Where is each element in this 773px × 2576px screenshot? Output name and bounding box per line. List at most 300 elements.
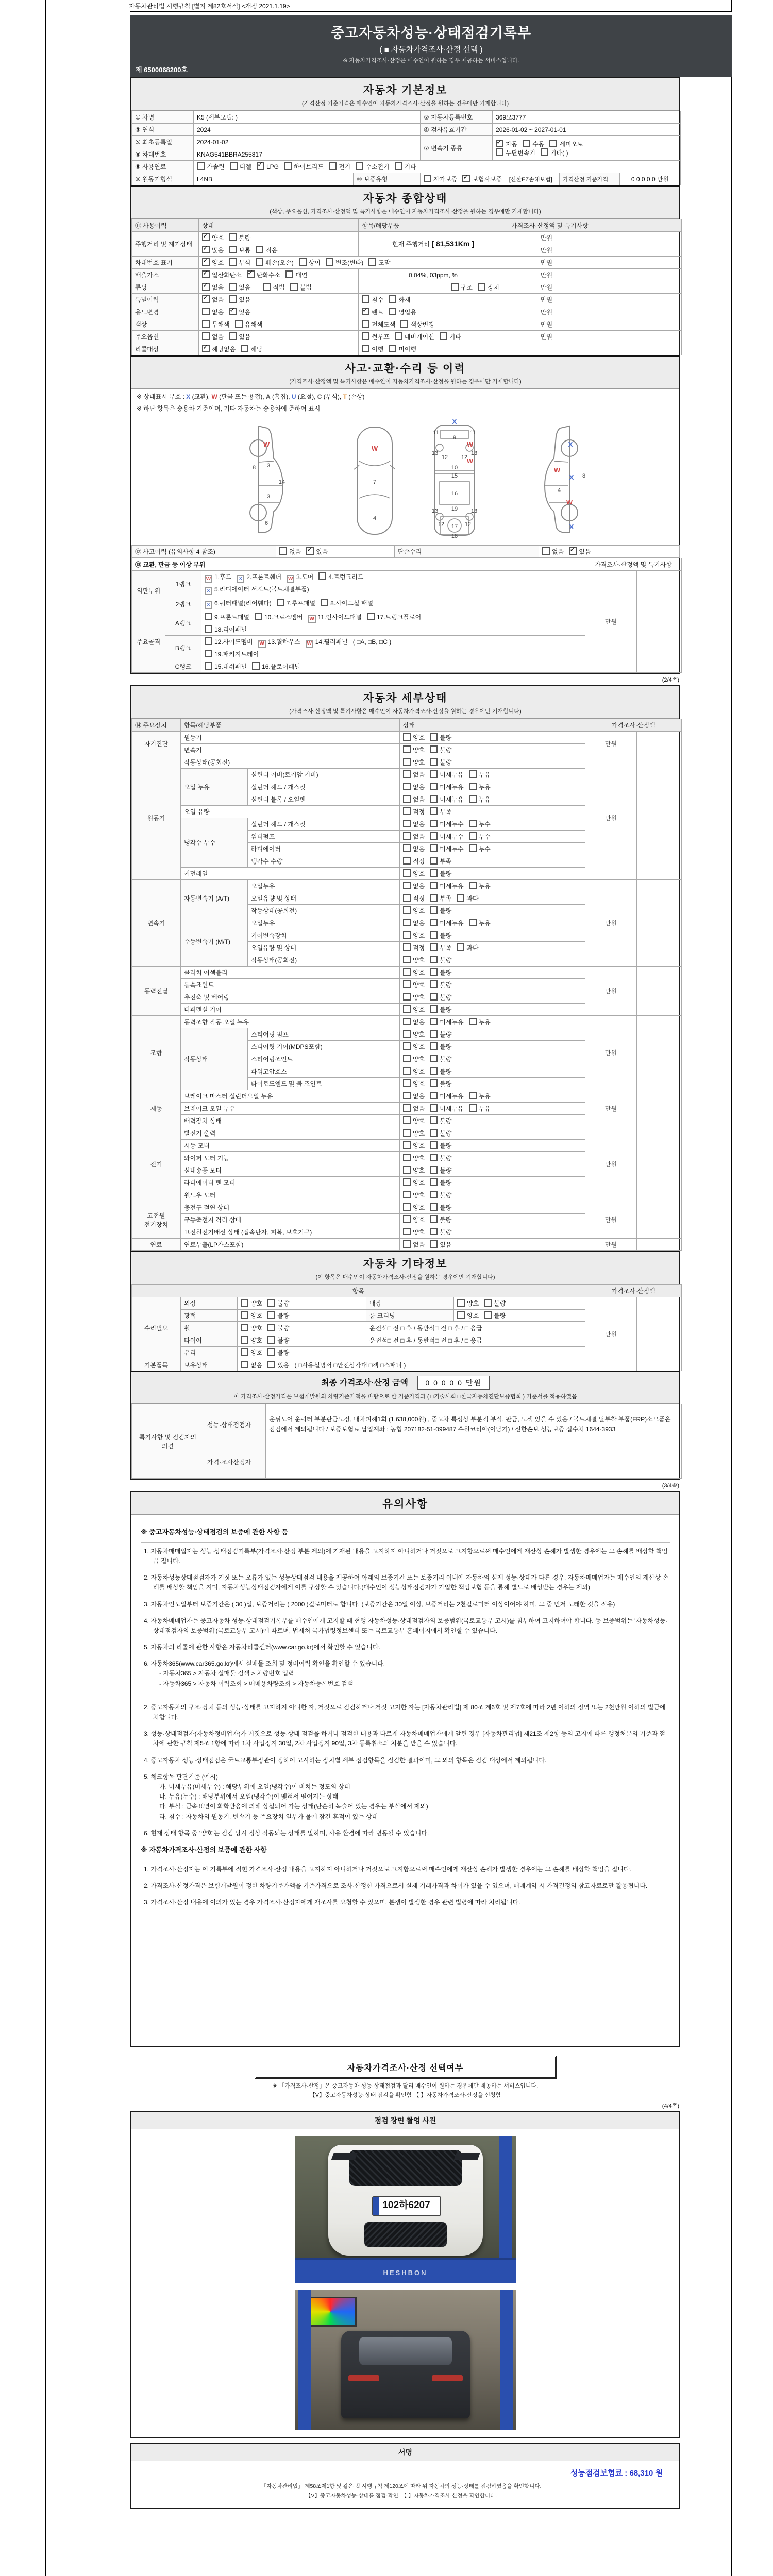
checkbox[interactable]: [197, 162, 205, 170]
notice-item: 1. 가격조사·산정자는 이 기록부에 적힌 가격조사·산정 내용을 고지하지 아니하거나 거짓으로 고지함으로써 매수인에게 재산상 손해가 발생한 경우에는 그 손해를 배상할 책임을 집니다.: [144, 1865, 631, 1873]
checkbox[interactable]: [403, 1191, 411, 1198]
check-item: [202, 295, 224, 304]
checkbox[interactable]: [329, 162, 337, 170]
checkbox[interactable]: [403, 857, 411, 865]
checkbox[interactable]: [403, 733, 411, 741]
repair-needed-category: 수리필요: [132, 1297, 181, 1359]
checkbox[interactable]: [430, 1154, 438, 1161]
checkbox[interactable]: [430, 919, 438, 926]
page1-block: [130, 77, 680, 674]
checkbox-label: 1.후드: [214, 573, 232, 581]
status-options: [400, 1164, 585, 1177]
checkbox[interactable]: [430, 857, 438, 865]
checkbox[interactable]: [457, 894, 464, 902]
checkbox[interactable]: [318, 572, 326, 580]
checkbox-checked[interactable]: [202, 295, 210, 303]
checkbox[interactable]: [430, 894, 438, 902]
checkbox[interactable]: [403, 1030, 411, 1038]
checkbox[interactable]: [263, 283, 271, 291]
checkbox[interactable]: [430, 1005, 438, 1013]
checkbox[interactable]: [478, 283, 485, 291]
checkbox[interactable]: [267, 1348, 275, 1356]
checkbox[interactable]: [267, 1361, 275, 1368]
check-item: [403, 1067, 425, 1076]
checkbox-checked[interactable]: [202, 270, 210, 278]
checkbox-label: 불량: [494, 1312, 506, 1319]
status-options: [400, 1016, 585, 1028]
car-damage-diagram: [131, 416, 679, 545]
checkbox-label: 없음: [413, 1019, 425, 1026]
checkbox[interactable]: [403, 1067, 411, 1075]
checkbox[interactable]: [430, 1191, 438, 1198]
status-options: [400, 905, 585, 917]
checkbox-label: 없음: [413, 833, 425, 840]
item-label: 추진축 및 베어링: [181, 991, 400, 1004]
checkbox[interactable]: [395, 162, 402, 170]
check-item: [403, 1042, 425, 1051]
checkbox-checked[interactable]: [202, 283, 210, 291]
checkbox[interactable]: [256, 246, 263, 253]
check-item: [430, 1129, 451, 1138]
checkbox[interactable]: [205, 650, 212, 657]
checkbox[interactable]: [430, 770, 438, 778]
mark-box-W[interactable]: W: [205, 575, 212, 583]
checkbox[interactable]: [430, 1178, 438, 1186]
checkbox[interactable]: [403, 1178, 411, 1186]
checkbox-label: 불량: [277, 1312, 290, 1319]
checkbox[interactable]: [241, 1324, 248, 1331]
checkbox[interactable]: [403, 1055, 411, 1062]
checkbox[interactable]: [403, 783, 411, 790]
checkbox-checked[interactable]: [247, 270, 255, 278]
checkbox-checked[interactable]: [462, 175, 470, 182]
checkbox[interactable]: [241, 1361, 248, 1368]
mark-box-X[interactable]: X: [205, 587, 212, 595]
checkbox[interactable]: [403, 820, 411, 827]
checkbox[interactable]: [356, 162, 363, 170]
checkbox[interactable]: [440, 332, 447, 340]
checkbox[interactable]: [229, 295, 237, 303]
checkbox[interactable]: [430, 1092, 438, 1099]
checkbox-checked[interactable]: [202, 246, 210, 253]
check-item: [267, 1361, 289, 1369]
checkbox[interactable]: [430, 758, 438, 766]
checkbox[interactable]: [403, 1018, 411, 1025]
checkbox[interactable]: [267, 1324, 275, 1331]
checkbox[interactable]: [403, 758, 411, 766]
checkbox[interactable]: [457, 943, 464, 951]
car-name-label: ① 차명: [132, 111, 194, 124]
checkbox[interactable]: [430, 1042, 438, 1050]
checkbox[interactable]: [430, 1240, 438, 1248]
checkbox[interactable]: [403, 968, 411, 976]
notice-item: 6. 자동차365(www.car365.go.kr)에서 실매물 조회 및 정비이력 확인을 확인할 수 있습니다. - 자동차365 > 자동차 실매물 검색 > 차량번호 입력 - 자동차365 > 자동차 이력조회 > 매매용차량조회 > 자동차등록번호 검색: [144, 1660, 385, 1687]
checkbox[interactable]: [403, 1116, 411, 1124]
checkbox[interactable]: [430, 783, 438, 790]
checkbox[interactable]: [403, 1215, 411, 1223]
basic-info-header: [131, 78, 679, 111]
checkbox[interactable]: [403, 1092, 411, 1099]
checkbox[interactable]: [389, 345, 396, 352]
checkbox[interactable]: [469, 783, 477, 790]
checkbox-checked[interactable]: [569, 547, 577, 555]
diagram-label-W: W: [466, 440, 474, 448]
checkbox[interactable]: [549, 140, 557, 147]
mark-box-W[interactable]: W: [306, 640, 313, 648]
mark-box-X[interactable]: X: [205, 601, 212, 609]
checkbox[interactable]: [430, 733, 438, 741]
checkbox[interactable]: [469, 882, 477, 889]
check-item: [403, 844, 425, 853]
mark-box-W[interactable]: W: [287, 575, 294, 583]
checkbox-label: 무단변속기: [506, 149, 535, 157]
check-item: [403, 1215, 425, 1224]
col-state: 상태: [199, 219, 359, 232]
checkbox[interactable]: [285, 270, 293, 278]
checkbox-checked[interactable]: [496, 140, 503, 147]
checkbox-label: 기타: [404, 163, 416, 171]
checkbox[interactable]: [430, 968, 438, 976]
checkbox[interactable]: [541, 148, 548, 156]
check-item: [569, 547, 591, 556]
checkbox[interactable]: [403, 1203, 411, 1211]
checkbox[interactable]: [430, 1067, 438, 1075]
check-item: [430, 1104, 463, 1113]
table-row: 튜닝 ✓ 없음 있음 적법 불법 구조 장치 만원: [132, 281, 682, 294]
checkbox[interactable]: [403, 943, 411, 951]
checkbox[interactable]: [362, 332, 369, 340]
checkbox[interactable]: [368, 258, 376, 266]
checkbox[interactable]: [326, 258, 333, 266]
checkbox[interactable]: [205, 613, 212, 620]
checkbox[interactable]: [202, 332, 210, 340]
checkbox[interactable]: [403, 919, 411, 926]
checkbox[interactable]: [403, 1042, 411, 1050]
mark-box-W[interactable]: W: [308, 615, 316, 623]
checkbox[interactable]: [430, 1079, 438, 1087]
checkbox[interactable]: [321, 599, 328, 606]
checkbox-checked[interactable]: [202, 233, 210, 241]
price-blank: [637, 732, 682, 756]
fee-value: 68,310 원: [629, 2469, 663, 2478]
document: [130, 0, 680, 2509]
check-item: [469, 844, 491, 853]
diagram-label-13: 13: [470, 450, 478, 456]
checkbox[interactable]: [430, 1030, 438, 1038]
checkbox[interactable]: [403, 795, 411, 803]
status-options: [400, 793, 585, 806]
checkbox[interactable]: [389, 295, 396, 303]
etc-price: 만원: [585, 1297, 637, 1371]
check-item: [321, 599, 373, 607]
checkbox[interactable]: [255, 613, 262, 620]
detail-header: [131, 686, 679, 719]
checkbox[interactable]: [362, 345, 369, 352]
checkbox[interactable]: [403, 931, 411, 939]
checkbox[interactable]: [229, 332, 237, 340]
checkbox[interactable]: [430, 807, 438, 815]
checkbox[interactable]: [277, 599, 284, 606]
checkbox[interactable]: [430, 956, 438, 963]
checkbox-checked[interactable]: [202, 258, 210, 266]
checkbox-label: 불량: [440, 1204, 452, 1211]
checkbox-label: 불량: [440, 1068, 452, 1075]
check-item: [202, 345, 236, 353]
checkbox[interactable]: [430, 1104, 438, 1112]
signature-header: 서명: [131, 2444, 679, 2461]
checkbox[interactable]: [403, 807, 411, 815]
checkbox[interactable]: [469, 795, 477, 803]
check-item: [362, 332, 390, 341]
checkbox[interactable]: [469, 1018, 477, 1025]
basic-info-title: 자동차 기본정보: [363, 84, 448, 96]
inspection-period-label: ④ 검사유효기간: [421, 124, 493, 136]
checkbox[interactable]: [403, 993, 411, 1001]
checkbox[interactable]: [241, 1299, 248, 1307]
checkbox[interactable]: [241, 1311, 248, 1319]
status-options: [400, 1140, 585, 1152]
checkbox[interactable]: [403, 1166, 411, 1174]
checkbox[interactable]: [430, 844, 438, 852]
checkbox[interactable]: [290, 283, 298, 291]
checkbox[interactable]: [403, 882, 411, 889]
status-options: [400, 1004, 585, 1016]
lift-brand-text: HESHBON: [383, 2269, 428, 2277]
checkbox[interactable]: [469, 832, 477, 840]
checkbox[interactable]: [403, 956, 411, 963]
item-label: 시동 모터: [181, 1140, 400, 1152]
check-item: [395, 332, 434, 341]
checkbox[interactable]: [284, 162, 292, 170]
checkbox[interactable]: [469, 1104, 477, 1112]
checkbox[interactable]: [469, 770, 477, 778]
check-item: [403, 820, 425, 828]
checkbox[interactable]: [403, 844, 411, 852]
checkbox[interactable]: [469, 919, 477, 926]
checkbox[interactable]: [389, 308, 396, 315]
check-item: [205, 625, 247, 634]
checkbox[interactable]: [235, 320, 243, 328]
checkbox[interactable]: [279, 547, 287, 555]
checkbox[interactable]: [430, 745, 438, 753]
checkbox[interactable]: [430, 1215, 438, 1223]
checkbox[interactable]: [362, 295, 369, 303]
checkbox[interactable]: [523, 140, 530, 147]
diagram-label-13: 13: [431, 508, 439, 514]
checkbox-label: 무채색: [212, 321, 230, 328]
emission-label: 배출가스: [132, 269, 199, 281]
checkbox[interactable]: [430, 1116, 438, 1124]
checkbox[interactable]: [400, 320, 408, 328]
wheel-positions: 운전석□ 전 □ 후 / 동반석□ 전 □ 후 / □ 응급: [366, 1322, 585, 1334]
check-item: [229, 283, 250, 292]
status-options: [400, 806, 585, 818]
checkbox[interactable]: [430, 943, 438, 951]
legend-code-X: X: [186, 393, 191, 400]
checkbox-label: 불량: [440, 907, 452, 914]
checkbox[interactable]: [403, 1005, 411, 1013]
checkbox[interactable]: [241, 345, 248, 352]
checkbox[interactable]: [430, 869, 438, 877]
checkbox[interactable]: [230, 162, 238, 170]
checkbox[interactable]: [469, 820, 477, 827]
checkbox-checked[interactable]: [306, 547, 314, 555]
fee-label: 성능점검보험료 :: [570, 2469, 628, 2478]
checkbox[interactable]: [430, 1228, 438, 1235]
checkbox-label: 없음: [413, 796, 425, 803]
checkbox[interactable]: [403, 1079, 411, 1087]
panel-price-header: 가격조사·산정액 및 특기사항: [585, 558, 682, 571]
checkbox-label: 적정: [413, 944, 425, 952]
checkbox[interactable]: [241, 1348, 248, 1356]
checkbox-label: 부족: [440, 944, 452, 952]
checkbox[interactable]: [229, 258, 237, 266]
checkbox[interactable]: [430, 1055, 438, 1062]
checkbox-label: 14.필러패널: [315, 638, 348, 646]
checkbox[interactable]: [457, 1299, 465, 1307]
checkbox-label: 미이행: [398, 346, 416, 353]
checkbox[interactable]: [252, 662, 260, 670]
checkbox[interactable]: [403, 906, 411, 914]
checkbox-label: 9.프론트패널: [214, 614, 249, 621]
checkbox[interactable]: [403, 832, 411, 840]
select-box-line2: 【V】중고자동차성능·상태 점검을 확인함 【 】자동차가격조사·산정을 신청함: [309, 2092, 501, 2098]
checkbox[interactable]: [430, 1141, 438, 1149]
checkbox-label: 디젤: [239, 163, 251, 171]
checkbox[interactable]: [267, 1299, 275, 1307]
check-item: [430, 832, 463, 841]
checkbox[interactable]: [395, 332, 402, 340]
checkbox[interactable]: [299, 258, 307, 266]
check-item: [430, 1055, 451, 1063]
checkbox[interactable]: [542, 547, 550, 555]
checkbox[interactable]: [430, 1129, 438, 1137]
checkbox[interactable]: [403, 980, 411, 988]
checkbox[interactable]: [469, 844, 477, 852]
checkbox-checked[interactable]: [362, 308, 369, 315]
checkbox[interactable]: [496, 148, 503, 156]
checkbox[interactable]: [362, 320, 369, 328]
checkbox[interactable]: [403, 745, 411, 753]
mark-box-W[interactable]: W: [258, 640, 266, 648]
panel-header: ⑬ 교환, 판금 등 이상 부위: [132, 558, 585, 571]
diagram-label-X: X: [568, 440, 573, 448]
checkbox[interactable]: [430, 931, 438, 939]
checkbox-label: 해당없음: [212, 346, 236, 353]
checkbox[interactable]: [256, 258, 263, 266]
checkbox[interactable]: [202, 308, 210, 315]
checkbox[interactable]: [403, 1104, 411, 1112]
checkbox[interactable]: [457, 1311, 465, 1319]
item-label: 실린더 헤드 / 개스킷: [248, 818, 400, 831]
checkbox[interactable]: [403, 770, 411, 778]
checkbox[interactable]: [469, 1092, 477, 1099]
check-item: [403, 1079, 425, 1088]
checkbox[interactable]: [205, 662, 212, 670]
checkbox[interactable]: [367, 613, 375, 620]
checkbox[interactable]: [430, 980, 438, 988]
check-item: [430, 869, 451, 878]
legend-code-U: U: [291, 393, 296, 400]
price-blank: [637, 756, 682, 880]
check-item: [362, 320, 395, 329]
outer-panel-category: 외판부위: [132, 571, 165, 611]
checkbox[interactable]: [430, 906, 438, 914]
checkbox[interactable]: [430, 993, 438, 1001]
checkbox[interactable]: [403, 1240, 411, 1248]
checkbox-label: 양호: [413, 1056, 425, 1063]
check-item: [389, 308, 416, 316]
checkbox-label: 렌트: [372, 309, 384, 316]
checkbox[interactable]: [205, 625, 212, 633]
checkbox[interactable]: [403, 869, 411, 877]
checkbox[interactable]: [241, 1336, 248, 1344]
diagram-label-W: W: [553, 466, 561, 474]
basic-items-category: 기본품목: [132, 1359, 181, 1371]
checkbox[interactable]: [267, 1336, 275, 1344]
final-price-note: 이 가격조사·산정가격은 보험개발원의 차량기준가액을 바탕으로 한 기준가격과 ( □기술사회 □한국자동차진단보증협회 ) 기준서를 적용하였음: [233, 1394, 577, 1400]
checkbox[interactable]: [403, 1129, 411, 1137]
device-연료: 연료: [132, 1239, 181, 1251]
check-item: [451, 283, 473, 292]
legend-code-T: T: [343, 393, 347, 400]
checkbox[interactable]: [430, 1018, 438, 1025]
checkbox[interactable]: [430, 1166, 438, 1174]
checkbox[interactable]: [430, 1203, 438, 1211]
check-item: [430, 1042, 451, 1051]
checkbox-label: 자동: [506, 140, 518, 148]
check-item: [542, 547, 564, 556]
check-item: [367, 613, 421, 621]
checkbox-label: 누수: [478, 845, 491, 853]
checkbox-checked[interactable]: [257, 162, 264, 170]
check-item: [403, 956, 425, 964]
checkbox-checked[interactable]: [229, 308, 237, 315]
checkbox-label: 불량: [440, 1080, 452, 1088]
mark-box-X[interactable]: X: [237, 575, 244, 583]
checkbox[interactable]: [430, 882, 438, 889]
checkbox[interactable]: [451, 283, 459, 291]
checkbox-label: 양호: [413, 1117, 425, 1125]
checkbox[interactable]: [484, 1311, 492, 1319]
check-item: [257, 162, 279, 171]
checkbox[interactable]: [430, 795, 438, 803]
checkbox-checked[interactable]: [202, 345, 210, 352]
table-row: [132, 136, 681, 148]
checkbox[interactable]: [403, 1141, 411, 1149]
checkbox[interactable]: [229, 233, 237, 241]
check-item: [299, 258, 321, 267]
checkbox[interactable]: [403, 1228, 411, 1235]
lift-beam: [295, 2258, 516, 2283]
checkbox[interactable]: [430, 832, 438, 840]
checkbox-label: 미세누수: [440, 821, 464, 828]
checkbox[interactable]: [424, 175, 431, 182]
taillight-icon: [348, 2375, 379, 2381]
checkbox[interactable]: [229, 246, 237, 253]
select-box-line1: ※ 「가격조사·산정」은 중고자동차 성능·상태점검과 달리 매수인이 원하는 경우에만 제공하는 서비스입니다.: [272, 2083, 539, 2089]
checkbox[interactable]: [229, 283, 237, 291]
checkbox[interactable]: [267, 1311, 275, 1319]
checkbox[interactable]: [202, 320, 210, 328]
checkbox[interactable]: [403, 1154, 411, 1161]
checkbox[interactable]: [484, 1299, 492, 1307]
col-item: 항목/해당부품: [359, 219, 508, 232]
checkbox[interactable]: [430, 820, 438, 827]
checkbox[interactable]: [205, 637, 212, 645]
rank-2: 2랭크: [165, 597, 201, 611]
checkbox[interactable]: [403, 894, 411, 902]
